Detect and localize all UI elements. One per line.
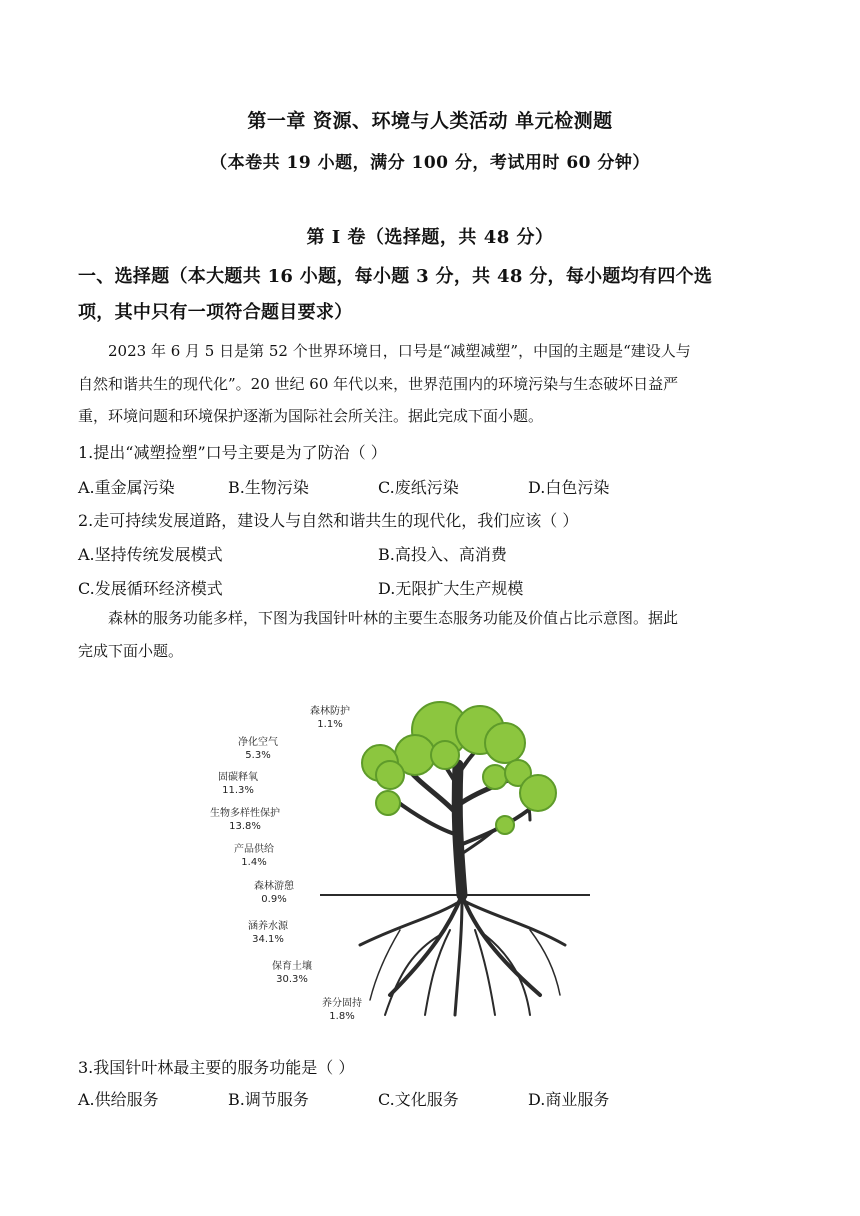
passage-1-line: 重，环境问题和环境保护逐渐为国际社会所关注。据此完成下面小题。 <box>78 407 544 425</box>
figure-label-carbon-fixation <box>208 771 268 797</box>
question-1-option-b: B.生物污染 <box>228 478 309 497</box>
figure-label-nutrient-retention <box>312 997 372 1023</box>
question-3-option-d: D.商业服务 <box>528 1090 610 1109</box>
figure-label-name: 生物多样性保护 <box>210 808 280 819</box>
figure-label-name: 涵养水源 <box>248 921 288 932</box>
question-3-option-c: C.文化服务 <box>378 1090 459 1109</box>
document-subtitle: （本卷共 19 小题，满分 100 分，考试用时 60 分钟） <box>210 153 650 173</box>
figure-label-name: 养分固持 <box>322 998 362 1009</box>
figure-label-name: 固碳释氧 <box>218 772 258 783</box>
question-1-option-a: A.重金属污染 <box>78 478 175 497</box>
figure-label-name: 森林防护 <box>310 706 350 717</box>
passage-1 <box>78 335 786 433</box>
forest-service-figure <box>200 695 620 1030</box>
question-2-option-d: D.无限扩大生产规模 <box>378 579 524 598</box>
section-heading-line2: 项，其中只有一项符合题目要求） <box>78 302 353 323</box>
figure-label-value: 0.9% <box>261 894 287 905</box>
question-2-option-a: A.坚持传统发展模式 <box>78 545 223 564</box>
figure-label-value: 30.3% <box>276 974 308 985</box>
question-2-option-c: C.发展循环经济模式 <box>78 579 223 598</box>
figure-label-soil-conservation <box>262 960 322 986</box>
figure-label-biodiversity <box>200 807 290 833</box>
question-1-option-c: C.废纸污染 <box>378 478 459 497</box>
passage-2 <box>78 602 786 667</box>
figure-label-value: 5.3% <box>245 750 271 761</box>
figure-label-air-purification <box>228 736 288 762</box>
question-3-option-a: A.供给服务 <box>78 1090 159 1109</box>
figure-label-recreation <box>244 880 304 906</box>
figure-label-value: 13.8% <box>229 821 261 832</box>
passage-2-line: 森林的服务功能多样，下图为我国针叶林的主要生态服务功能及价值占比示意图。据此 <box>108 609 679 627</box>
question-1-option-d: D.白色污染 <box>528 478 610 497</box>
document-title: 第一章 资源、环境与人类活动 单元检测题 <box>247 110 613 132</box>
question-2-stem: 2.走可持续发展道路，建设人与自然和谐共生的现代化，我们应该（ ） <box>78 511 579 530</box>
figure-label-forest-protection <box>300 705 360 731</box>
figure-label-value: 1.8% <box>329 1011 355 1022</box>
figure-label-name: 森林游憩 <box>254 881 294 892</box>
passage-1-line: 2023 年 6 月 5 日是第 52 个世界环境日，口号是“减塑减塑”，中国的主题是“建设人与 <box>108 342 691 360</box>
question-3-stem: 3.我国针叶林最主要的服务功能是（ ） <box>78 1058 355 1077</box>
figure-label-value: 1.4% <box>241 857 267 868</box>
figure-label-name: 产品供给 <box>234 844 274 855</box>
question-1-stem: 1.提出“减塑捡塑”口号主要是为了防治（ ） <box>78 443 387 462</box>
volume-title: 第 I 卷（选择题，共 48 分） <box>306 227 554 248</box>
passage-1-line: 自然和谐共生的现代化”。20 世纪 60 年代以来，世界范围内的环境污染与生态破坏日益严 <box>78 374 679 393</box>
figure-label-value: 1.1% <box>317 719 343 730</box>
section-heading-line1: 一、选择题（本大题共 16 小题，每小题 3 分，共 48 分，每小题均有四个选 <box>78 266 713 287</box>
question-3-option-b: B.调节服务 <box>228 1090 309 1109</box>
figure-label-water-conservation <box>238 920 298 946</box>
figure-label-name: 保育土壤 <box>272 961 312 972</box>
figure-label-name: 净化空气 <box>238 737 278 748</box>
question-2-option-b: B.高投入、高消费 <box>378 545 507 564</box>
figure-label-value: 11.3% <box>222 785 254 796</box>
figure-label-value: 34.1% <box>252 934 284 945</box>
figure-label-product-supply <box>224 843 284 869</box>
passage-2-line: 完成下面小题。 <box>78 641 184 660</box>
